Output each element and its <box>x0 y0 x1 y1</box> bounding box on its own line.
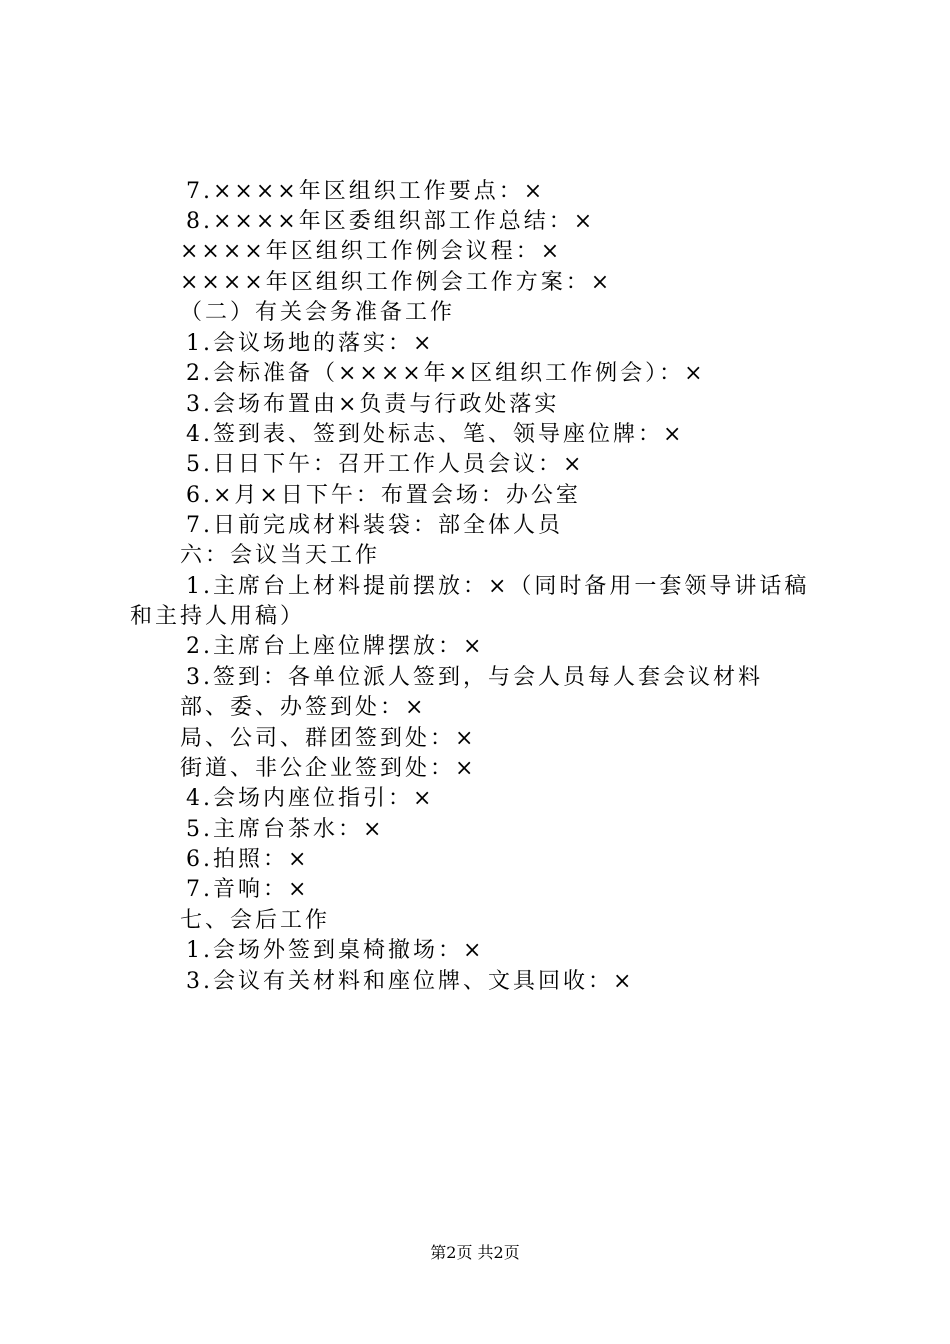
page-footer: 第2页 共2页 <box>430 1243 520 1262</box>
text-line: 3.会场布置由×负责与行政处落实 <box>186 392 560 417</box>
text-line: ××××年区组织工作例会工作方案：× <box>180 270 613 295</box>
section-heading: 六：会议当天工作 <box>180 543 381 568</box>
text-line: 3.会议有关材料和座位牌、文具回收：× <box>186 969 635 994</box>
text-line: 2.会标准备（××××年×区组织工作例会）：× <box>186 361 706 386</box>
text-line: 部、委、办签到处：× <box>180 695 427 720</box>
text-line: 7.日前完成材料装袋：部全体人员 <box>186 513 563 538</box>
text-line: 局、公司、群团签到处：× <box>180 726 477 751</box>
text-line: 3.签到：各单位派人签到，与会人员每人套会议材料 <box>186 665 763 690</box>
text-line: ××××年区组织工作例会议程：× <box>180 239 563 264</box>
text-line: 7.××××年区组织工作要点：× <box>186 179 546 204</box>
text-line: 6.×月×日下午：布置会场：办公室 <box>186 483 581 508</box>
text-line: 6.拍照：× <box>186 847 310 872</box>
text-line: 和主持人用稿） <box>130 604 306 629</box>
text-line: 5.主席台茶水：× <box>186 817 385 842</box>
text-line: 1.会议场地的落实：× <box>186 331 435 356</box>
text-line: 4.签到表、签到处标志、笔、领导座位牌：× <box>186 422 685 447</box>
section-heading: （二）有关会务准备工作 <box>180 300 456 325</box>
text-line: 1.主席台上材料提前摆放：×（同时备用一套领导讲话稿 <box>186 574 810 599</box>
text-line: 1.会场外签到桌椅撤场：× <box>186 938 485 963</box>
text-line: 5.日日下午：召开工作人员会议：× <box>186 452 585 477</box>
text-line: 2.主席台上座位牌摆放：× <box>186 634 485 659</box>
text-line: 4.会场内座位指引：× <box>186 786 435 811</box>
text-line: 7.音响：× <box>186 877 310 902</box>
section-heading: 七、会后工作 <box>180 908 331 933</box>
text-line: 街道、非公企业签到处：× <box>180 756 477 781</box>
text-line: 8.××××年区委组织部工作总结：× <box>186 209 596 234</box>
